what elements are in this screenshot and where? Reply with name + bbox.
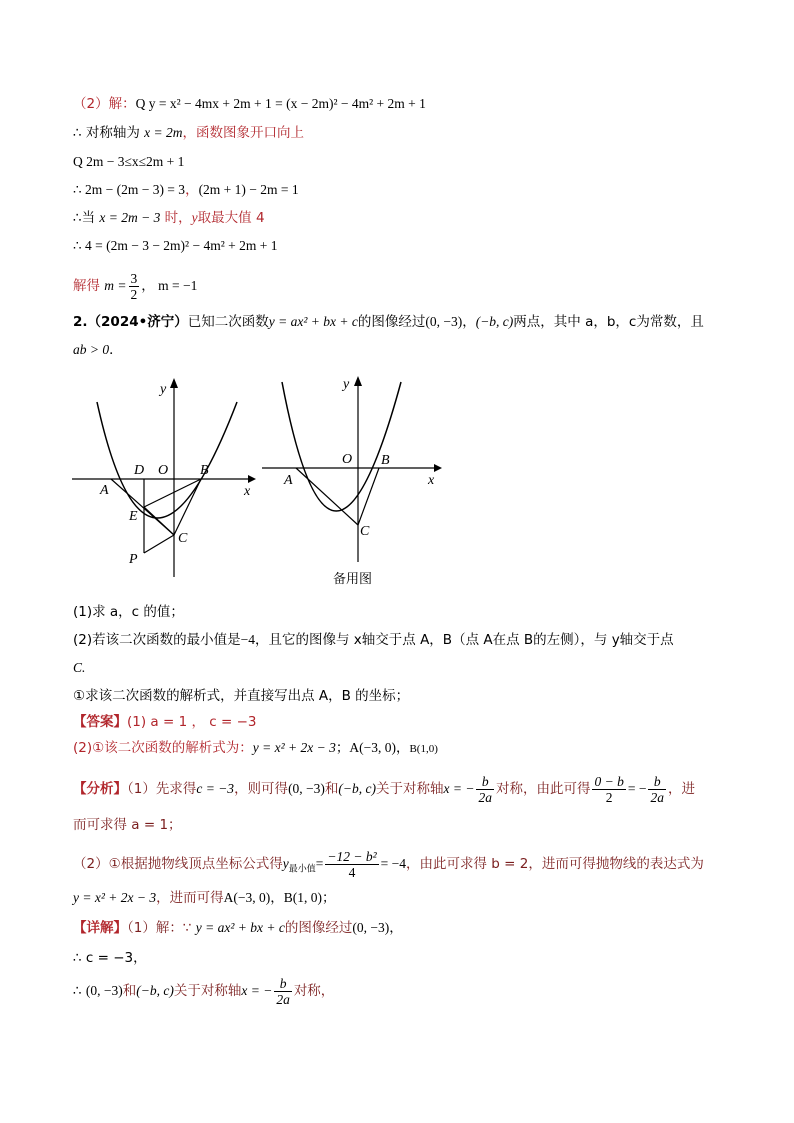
math-subscript: 最小值	[288, 864, 316, 875]
parabola-figure-main	[70, 372, 270, 592]
question-2-line-1	[73, 630, 674, 650]
math-point: (0, −3)	[85, 983, 123, 998]
label-C: C	[178, 531, 188, 546]
parabola-curve	[97, 402, 237, 518]
analysis-line-4	[73, 888, 335, 908]
math-point: (−b, c)	[338, 781, 377, 796]
text: （1）解：∵	[127, 920, 196, 936]
segment-EC	[144, 507, 174, 535]
answer-tag: 【答案】	[73, 714, 127, 730]
text: 两点，其中 a，b，c为常数，且	[513, 314, 704, 330]
text: 对称，	[293, 983, 335, 999]
math-point: B(1,0)	[409, 743, 438, 755]
label-E: E	[129, 509, 138, 524]
detail-line-3	[73, 974, 334, 1008]
answer-line-2	[73, 738, 438, 759]
text: ∴当	[73, 210, 100, 226]
math-value: −4	[240, 632, 255, 647]
text: （1）先求得	[127, 781, 197, 797]
math-expression: y = x² + 2x − 3	[252, 740, 336, 755]
label-P: P	[129, 552, 138, 567]
text: (2)若该二次函数的最小值是	[73, 632, 241, 648]
denominator: 2a	[650, 789, 664, 805]
label-O: O	[342, 452, 353, 467]
math-expression: y = x² + 2x − 3	[73, 890, 157, 905]
label-D: D	[134, 463, 145, 478]
numerator: b	[648, 774, 666, 790]
text: 的图像经过	[357, 314, 426, 330]
math-var: y	[191, 210, 198, 225]
math-expression: Q 2m − 3≤x≤2m + 1	[73, 154, 185, 169]
denominator: 2a	[478, 789, 492, 805]
label-A: A	[100, 483, 109, 498]
label-x: x	[428, 473, 435, 488]
segment-AC	[296, 468, 358, 525]
text: （2）①根据抛物线顶点坐标公式得	[73, 856, 283, 872]
problem-stem-line-2	[73, 340, 123, 360]
analysis-line-2: 而可求得 a = 1；	[73, 817, 182, 833]
math-point: (0, −3)	[288, 781, 325, 796]
math-expression: ∴ 4 = (2m − 3 − 2m)² − 4m² + 2m + 1	[73, 238, 278, 253]
answer-line-1	[73, 712, 256, 732]
text: ，	[462, 314, 476, 330]
fraction	[592, 774, 625, 805]
question-2-sub-1: ①求该二次函数的解析式，并直接写出点 A，B 的坐标；	[73, 688, 410, 704]
analysis-line-1	[73, 772, 695, 806]
math-point: A(−3, 0)	[349, 740, 396, 755]
text: ，且它的图像与 x轴交于点 A，B（点 A在点 B的左侧），与 y轴交于点	[255, 632, 674, 648]
detail-line-2: ∴ c = −3，	[73, 950, 147, 966]
math-expression: (2m + 1) − 2m = 1	[198, 182, 299, 197]
fraction	[274, 976, 292, 1007]
math-expression: = −4	[380, 856, 406, 871]
text: 已知二次函数	[187, 314, 269, 330]
math-expression: ∴ 2m − (2m − 3) = 3	[73, 182, 186, 197]
label-O: O	[158, 463, 169, 478]
parabola-curve	[282, 382, 401, 511]
denominator: 2	[130, 286, 138, 302]
part-label: （2）解：	[73, 96, 136, 112]
text: ，由此可求得 b = 2，进而可得抛物线的表达式为	[405, 856, 704, 872]
solution-line-2	[73, 123, 304, 143]
text: 的图像经过	[284, 920, 353, 936]
math-var: C.	[73, 660, 86, 675]
math-point: B(1, 0)	[283, 890, 322, 905]
text: 关于对称轴	[376, 781, 444, 797]
math-expression: y = ax² + bx + c	[268, 314, 358, 329]
numerator: b	[274, 976, 292, 992]
solution-line-6	[73, 236, 277, 256]
math-expression: c = −3	[196, 781, 235, 796]
solution-line-3	[73, 152, 184, 172]
label-y: y	[160, 382, 167, 397]
text: ；	[321, 890, 336, 906]
figure-caption: 备用图	[333, 572, 373, 587]
text: 关于对称轴	[173, 983, 242, 999]
math-point: (−b, c)	[136, 983, 174, 998]
math-point: (−b, c)	[475, 314, 514, 329]
x-axis-arrow	[434, 464, 442, 472]
problem-number: 2.	[73, 314, 88, 330]
math-expression: =	[315, 856, 324, 871]
text: ，进而可得	[156, 890, 224, 906]
numerator: 0 − b	[594, 773, 624, 789]
y-axis-arrow	[354, 376, 362, 386]
text: 解得	[73, 278, 105, 294]
math-var: y	[282, 856, 289, 871]
math-expression: y = ax² + bx + c	[195, 920, 285, 935]
math-expression: x = −	[241, 983, 273, 998]
label-A: A	[284, 473, 293, 488]
text: 对称，由此可得	[495, 781, 591, 797]
solution-line-5	[73, 208, 265, 228]
denominator: 2	[605, 789, 613, 805]
solution-line-7	[73, 270, 197, 302]
question-1: (1)求 a，c 的值；	[73, 604, 184, 620]
denominator: 2a	[276, 991, 290, 1007]
text: ∴	[73, 983, 86, 999]
solution-line-1	[73, 94, 426, 114]
numerator: −12 − b²	[327, 848, 377, 864]
text: ，则可得	[234, 781, 289, 797]
label-y: y	[343, 377, 350, 392]
answer-text: (1) a = 1 ， c = −3	[127, 714, 257, 730]
fraction	[325, 849, 378, 880]
fraction	[129, 271, 140, 302]
math-expression: = −	[627, 781, 647, 796]
segment-BC	[174, 479, 201, 535]
numerator: b	[476, 774, 494, 790]
math-expression: x = −	[443, 781, 475, 796]
text: 和	[122, 983, 137, 999]
text: 时，	[160, 210, 192, 226]
text: ．	[109, 342, 123, 358]
text: ，	[185, 182, 199, 198]
segment-PC	[144, 535, 174, 553]
detail-tag: 【详解】	[73, 920, 127, 936]
parabola-figure-spare	[258, 372, 458, 592]
math-point: (0, −3)	[352, 920, 390, 935]
fraction	[476, 774, 494, 805]
question-2-line-2	[73, 658, 85, 678]
x-axis-arrow	[248, 475, 256, 483]
detail-line-1	[73, 918, 403, 938]
problem-source: （2024•济宁）	[87, 314, 188, 330]
text: ，进	[667, 781, 695, 797]
fraction	[648, 774, 666, 805]
text: ；	[335, 740, 350, 756]
text: 和	[324, 781, 339, 797]
math-expression: x = 2m	[144, 125, 183, 140]
denominator: 4	[348, 864, 356, 880]
label-C: C	[360, 524, 370, 539]
math-var: m =	[104, 278, 127, 293]
label-B: B	[381, 453, 390, 468]
math-expression: ， m = −1	[141, 278, 198, 293]
text: ∴ 对称轴为	[73, 125, 145, 141]
text: ，	[389, 920, 403, 936]
math-point: (0, −3)	[425, 314, 463, 329]
math-expression: x = 2m − 3	[99, 210, 161, 225]
analysis-tag: 【分析】	[73, 781, 127, 797]
text: ，函数图象开口向上	[182, 125, 305, 141]
math-expression: Q y = x² − 4mx + 2m + 1 = (x − 2m)² − 4m² + 2m + 1	[135, 96, 426, 111]
numerator: 3	[130, 270, 138, 286]
answer-text: (2)①该二次函数的解析式为：	[73, 740, 253, 756]
text: 取最大值 4	[197, 210, 265, 226]
problem-stem-line-1	[73, 312, 704, 332]
solution-line-4	[73, 180, 299, 200]
y-axis-arrow	[170, 378, 178, 388]
math-expression: ab > 0	[73, 342, 110, 357]
text: ，	[395, 740, 410, 756]
label-x: x	[244, 484, 251, 499]
math-point: A(−3, 0)	[223, 890, 271, 905]
text: ，	[270, 890, 284, 906]
label-B: B	[200, 463, 209, 478]
analysis-line-3	[73, 847, 704, 887]
